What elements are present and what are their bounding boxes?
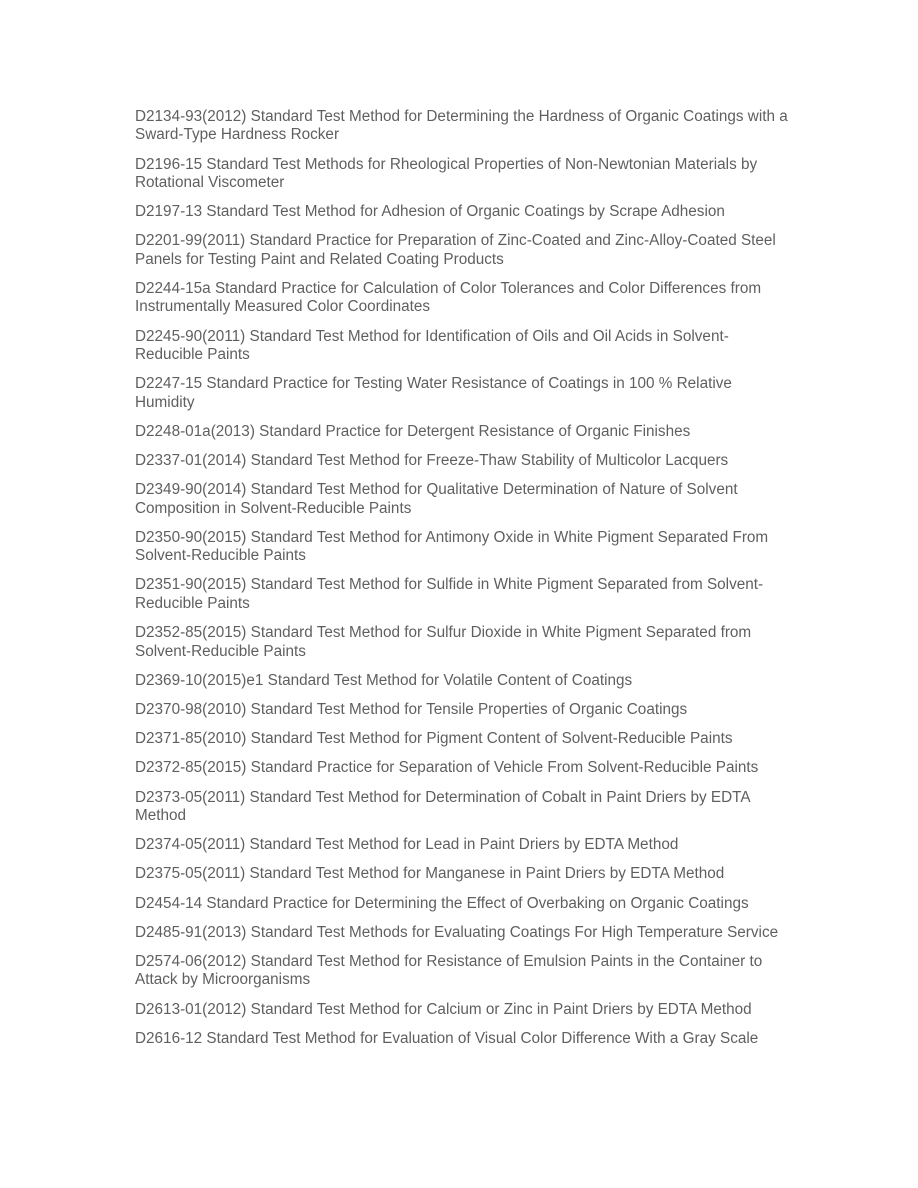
standard-entry: D2244-15a Standard Practice for Calculation of Color Tolerances and Color Differences from Instrumentally Measured Color Coordinates	[135, 280, 762, 316]
standard-entry: D2201-99(2011) Standard Practice for Preparation of Zinc-Coated and Zinc-Alloy-Coated Steel Panels for Testing Paint and Related Coating Products	[135, 232, 776, 268]
standard-entry: D2370-98(2010) Standard Test Method for Tensile Properties of Organic Coatings	[135, 700, 688, 718]
document-page	[135, 108, 790, 1059]
standard-entry: D2374-05(2011) Standard Test Method for Lead in Paint Driers by EDTA Method	[135, 836, 679, 854]
standard-entry: D2245-90(2011) Standard Test Method for Identification of Oils and Oil Acids in Solvent-Reducible Paints	[135, 327, 729, 364]
standard-entry: D2350-90(2015) Standard Test Method for Antimony Oxide in White Pigment Separated From Solvent-Reducible Paints	[135, 528, 769, 565]
standard-entry: D2371-85(2010) Standard Test Method for Pigment Content of Solvent-Reducible Paints	[135, 730, 733, 748]
standard-entry: D2134-93(2012) Standard Test Method for Determining the Hardness of Organic Coatings with a Sward-Type Hardness Rocker	[135, 108, 788, 144]
standard-entry: D2196-15 Standard Test Methods for Rheological Properties of Non-Newtonian Materials by Rotational Viscometer	[135, 155, 758, 192]
standard-entry: D2247-15 Standard Practice for Testing Water Resistance of Coatings in 100 % Relative Humidity	[135, 375, 732, 411]
standard-entry: D2197-13 Standard Test Method for Adhesion of Organic Coatings by Scrape Adhesion	[135, 203, 725, 221]
standard-entry: D2352-85(2015) Standard Test Method for Sulfur Dioxide in White Pigment Separated from Solvent-Reducible Paints	[135, 624, 752, 660]
standard-entry: D2373-05(2011) Standard Test Method for Determination of Cobalt in Paint Driers by EDTA Method	[135, 788, 750, 824]
standard-entry: D2372-85(2015) Standard Practice for Separation of Vehicle From Solvent-Reducible Paints	[135, 759, 759, 777]
standard-entry: D2574-06(2012) Standard Test Method for Resistance of Emulsion Paints in the Container to Attack by Microorganisms	[135, 952, 763, 989]
standard-entry: D2369-10(2015)e1 Standard Test Method for Volatile Content of Coatings	[135, 671, 633, 689]
standard-entry: D2613-01(2012) Standard Test Method for Calcium or Zinc in Paint Driers by EDTA Method	[135, 1000, 752, 1018]
standard-entry: D2351-90(2015) Standard Test Method for Sulfide in White Pigment Separated from Solvent-Reducible Paints	[135, 576, 764, 612]
standard-entry: D2485-91(2013) Standard Test Methods for Evaluating Coatings For High Temperature Service	[135, 923, 779, 941]
standard-entry: D2375-05(2011) Standard Test Method for Manganese in Paint Driers by EDTA Method	[135, 865, 725, 883]
standard-entry: D2349-90(2014) Standard Test Method for Qualitative Determination of Nature of Solvent Composition in Solvent-Reducible Paints	[135, 481, 738, 517]
standard-entry: D2454-14 Standard Practice for Determining the Effect of Overbaking on Organic Coatings	[135, 894, 749, 912]
standard-entry: D2616-12 Standard Test Method for Evaluation of Visual Color Difference With a Gray Scale	[135, 1029, 759, 1047]
standard-entry: D2248-01a(2013) Standard Practice for Detergent Resistance of Organic Finishes	[135, 422, 691, 440]
standard-entry: D2337-01(2014) Standard Test Method for Freeze-Thaw Stability of Multicolor Lacquers	[135, 452, 729, 470]
